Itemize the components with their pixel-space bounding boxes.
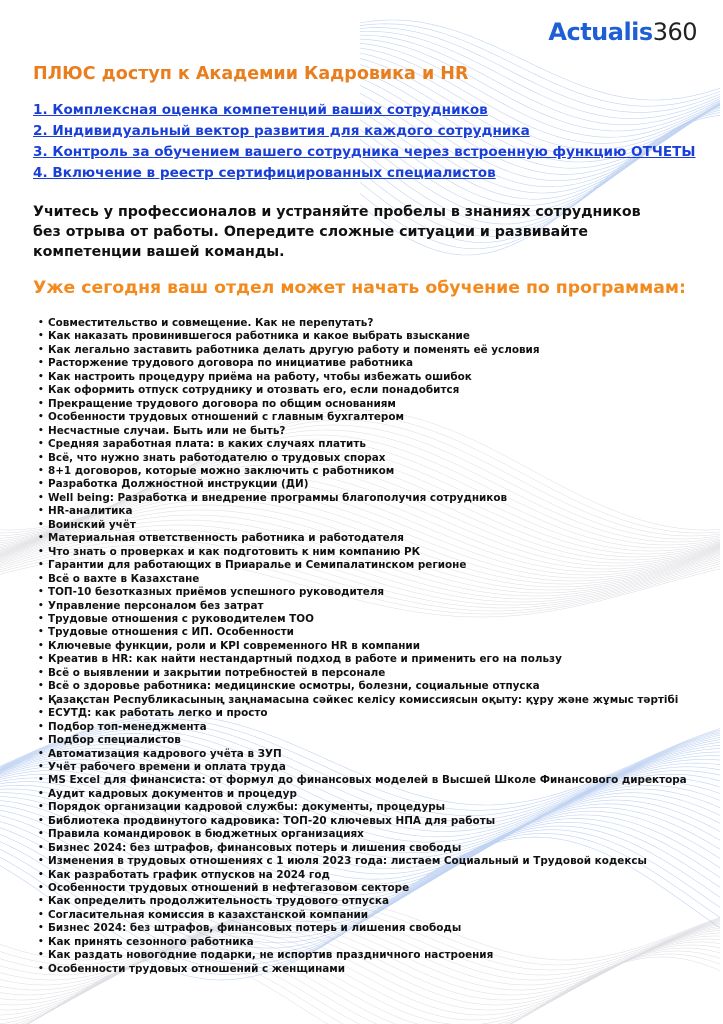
bullet-icon: • [38,546,44,557]
page-title: ПЛЮС доступ к Академии Кадровика и HR [33,64,469,84]
bullet-icon: • [38,439,44,450]
benefit-link-2[interactable]: 2. Индивидуальный вектор развития для каждого сотрудника [33,123,530,139]
program-item-text: Қазақстан Республикасының заңнамасына сәйкес келісу комиссиясын оқыту: құру және жұмыс тәртібі [48,693,679,706]
logo-number: 360 [652,18,697,46]
bullet-icon: • [38,371,44,382]
bullet-icon: • [38,788,44,799]
program-item [38,653,687,666]
program-item-text: Креатив в HR: как найти нестандартный подход в работе и применить его на пользу [48,653,562,666]
program-item-text: Автоматизация кадрового учёта в ЗУП [48,747,282,760]
bullet-icon: • [38,425,44,436]
program-item-text: Управление персоналом без затрат [48,599,264,612]
bullet-icon: • [38,802,44,813]
program-item-text: Well being: Разработка и внедрение программы благополучия сотрудников [48,491,508,504]
bullet-icon: • [38,936,44,947]
program-item-text: Правила командировок в бюджетных организациях [48,828,364,841]
bullet-icon: • [38,869,44,880]
bullet-icon: • [38,761,44,772]
program-item [38,546,687,559]
bullet-icon: • [38,708,44,719]
actualis-logo [548,18,697,46]
program-item-text: ТОП-10 безотказных приёмов успешного руководителя [48,586,385,599]
program-item-text: Расторжение трудового договора по инициативе работника [48,357,414,370]
program-item-text: Как определить продолжительность трудового отпуска [48,895,389,908]
program-item-text: Подбор топ-менеджмента [48,720,207,733]
program-item-text: Всё, что нужно знать работодателю о трудовых спорах [48,451,386,464]
intro-paragraph: Учитесь у профессионалов и устраняйте пробелы в знаниях сотрудников без отрыва от работы. Опередите сложные ситуации и развивайте компетенции вашей команды. [33,204,641,260]
bullet-icon: • [38,654,44,665]
program-item-text: MS Excel для финансиста: от формул до финансовых моделей в Высшей Школе Финансового директора [48,774,687,787]
bullet-icon: • [38,694,44,705]
program-item [38,748,687,761]
bullet-icon: • [38,923,44,934]
program-item-text: Прекращение трудового договора по общим основаниям [48,397,396,410]
program-item-text: Изменения в трудовых отношениях с 1 июля 2023 года: листаем Социальный и Трудовой кодексы [48,855,647,868]
program-item [38,425,687,438]
program-item [38,411,687,424]
benefit-link-1[interactable]: 1. Комплексная оценка компетенций ваших сотрудников [33,102,488,118]
bullet-icon: • [38,640,44,651]
bullet-icon: • [38,573,44,584]
program-item [38,694,687,707]
logo-brand: Actualis [548,18,653,46]
program-item [38,519,687,532]
bullet-icon: • [38,721,44,732]
program-item [38,600,687,613]
program-item [38,384,687,397]
program-item [38,317,687,330]
program-item-text: Особенности трудовых отношений в нефтегазовом секторе [48,882,410,895]
program-item [38,667,687,680]
program-item [38,707,687,720]
program-item-text: Как оформить отпуск сотруднику и отозвать его, если понадобится [48,384,460,397]
bullet-icon: • [38,465,44,476]
bullet-icon: • [38,829,44,840]
program-item-text: Особенности трудовых отношений с женщинами [48,962,346,975]
program-item-text: Трудовые отношения с ИП. Особенности [48,626,294,639]
program-item-text: Аудит кадровых документов и процедур [48,787,297,800]
program-item [38,909,687,922]
program-item [38,788,687,801]
benefits-links [33,100,696,184]
program-item [38,559,687,572]
bullet-icon: • [38,385,44,396]
program-item [38,492,687,505]
program-item [38,626,687,639]
program-item [38,721,687,734]
program-item-text: Как легально заставить работника делать другую работу и поменять её условия [48,343,540,356]
bullet-icon: • [38,681,44,692]
program-item-text: Бизнес 2024: без штрафов, финансовых потерь и лишения свободы [48,841,462,854]
bullet-icon: • [38,627,44,638]
program-item-text: Порядок организации кадровой службы: документы, процедуры [48,801,446,814]
bullet-icon: • [38,533,44,544]
program-item-text: Как настроить процедуру приёма на работу, чтобы избежать ошибок [48,370,472,383]
bullet-icon: • [38,909,44,920]
program-item-text: Несчастные случаи. Быть или не быть? [48,424,286,437]
bullet-icon: • [38,479,44,490]
program-item [38,680,687,693]
program-item-text: ЕСУТД: как работать легко и просто [48,707,268,720]
program-item-text: Как наказать провинившегося работника и какое выбрать взыскание [48,330,470,343]
program-item [38,573,687,586]
program-item [38,815,687,828]
bullet-icon: • [38,748,44,759]
bullet-icon: • [38,667,44,678]
program-item-text: Материальная ответственность работника и работодателя [48,532,404,545]
program-item [38,452,687,465]
program-item [38,882,687,895]
program-item [38,936,687,949]
program-item [38,640,687,653]
program-item-text: Средняя заработная плата: в каких случаях платить [48,438,366,451]
bullet-icon: • [38,452,44,463]
program-item [38,613,687,626]
bullet-icon: • [38,775,44,786]
bullet-icon: • [38,856,44,867]
program-item-text: Подбор специалистов [48,734,181,747]
program-item [38,505,687,518]
bullet-icon: • [38,358,44,369]
program-item-text: Всё о здоровье работника: медицинские осмотры, болезни, социальные отпуска [48,680,540,693]
program-item [38,357,687,370]
bullet-icon: • [38,412,44,423]
program-item [38,895,687,908]
bullet-icon: • [38,587,44,598]
bullet-icon: • [38,600,44,611]
program-item [38,869,687,882]
program-item [38,774,687,787]
program-item-text: Трудовые отношения с руководителем ТОО [48,612,314,625]
program-item-text: Как раздать новогодние подарки, не испортив праздничного настроения [48,949,494,962]
program-item-text: Бизнес 2024: без штрафов, финансовых потерь и лишения свободы [48,922,462,935]
program-item-text: Воинский учёт [48,518,136,531]
program-item-text: Разработка Должностной инструкции (ДИ) [48,478,309,491]
benefit-link-4[interactable]: 4. Включение в реестр сертифицированных специалистов [33,165,496,181]
program-item [38,828,687,841]
bullet-icon: • [38,950,44,961]
program-item-text: Всё о вахте в Казахстане [48,572,200,585]
program-item [38,922,687,935]
program-item-text: Особенности трудовых отношений с главным бухгалтером [48,411,404,424]
program-item-text: HR-аналитика [48,505,133,518]
program-item-text: Библиотека продвинутого кадровика: ТОП-20 ключевых НПА для работы [48,814,496,827]
bullet-icon: • [38,735,44,746]
program-item [38,398,687,411]
bullet-icon: • [38,398,44,409]
program-item [38,532,687,545]
bullet-icon: • [38,613,44,624]
program-item-text: Как принять сезонного работника [48,935,254,948]
bullet-icon: • [38,883,44,894]
bullet-icon: • [38,318,44,328]
program-item [38,734,687,747]
program-item [38,761,687,774]
program-item-text: Как разработать график отпусков на 2024 год [48,868,330,881]
program-item-text: Ключевые функции, роли и KPI современного HR в компании [48,639,420,652]
bullet-icon: • [38,344,44,355]
bullet-icon: • [38,815,44,826]
program-item [38,330,687,343]
program-item-text: Что знать о проверках и как подготовить к ним компанию РК [48,545,421,558]
bullet-icon: • [38,492,44,503]
program-item [38,949,687,962]
program-item-text: Гарантии для работающих в Приаралье и Семипалатинском регионе [48,559,467,572]
program-item [38,586,687,599]
bullet-icon: • [38,963,44,974]
program-item-text: 8+1 договоров, которые можно заключить с работником [48,464,395,477]
bullet-icon: • [38,331,44,342]
program-item-text: Всё о выявлении и закрытии потребностей в персонале [48,666,386,679]
program-item [38,465,687,478]
programs-heading: Уже сегодня ваш отдел может начать обучение по программам: [33,278,686,298]
bullet-icon: • [38,506,44,517]
program-item-text: Учёт рабочего времени и оплата труда [48,760,286,773]
program-item-text: Совместительство и совмещение. Как не перепутать? [48,317,374,329]
program-item [38,344,687,357]
bullet-icon: • [38,519,44,530]
bullet-icon: • [38,560,44,571]
bullet-icon: • [38,842,44,853]
program-item-text: Согласительная комиссия в казахстанской компании [48,908,369,921]
program-item [38,801,687,814]
program-item [38,855,687,868]
program-item [38,371,687,384]
program-item [38,963,687,976]
program-item [38,478,687,491]
benefit-link-3[interactable]: 3. Контроль за обучением вашего сотрудника через встроенную функцию ОТЧЕТЫ [33,144,696,160]
program-item [38,438,687,451]
programs-list [38,317,687,976]
bullet-icon: • [38,896,44,907]
program-item [38,842,687,855]
